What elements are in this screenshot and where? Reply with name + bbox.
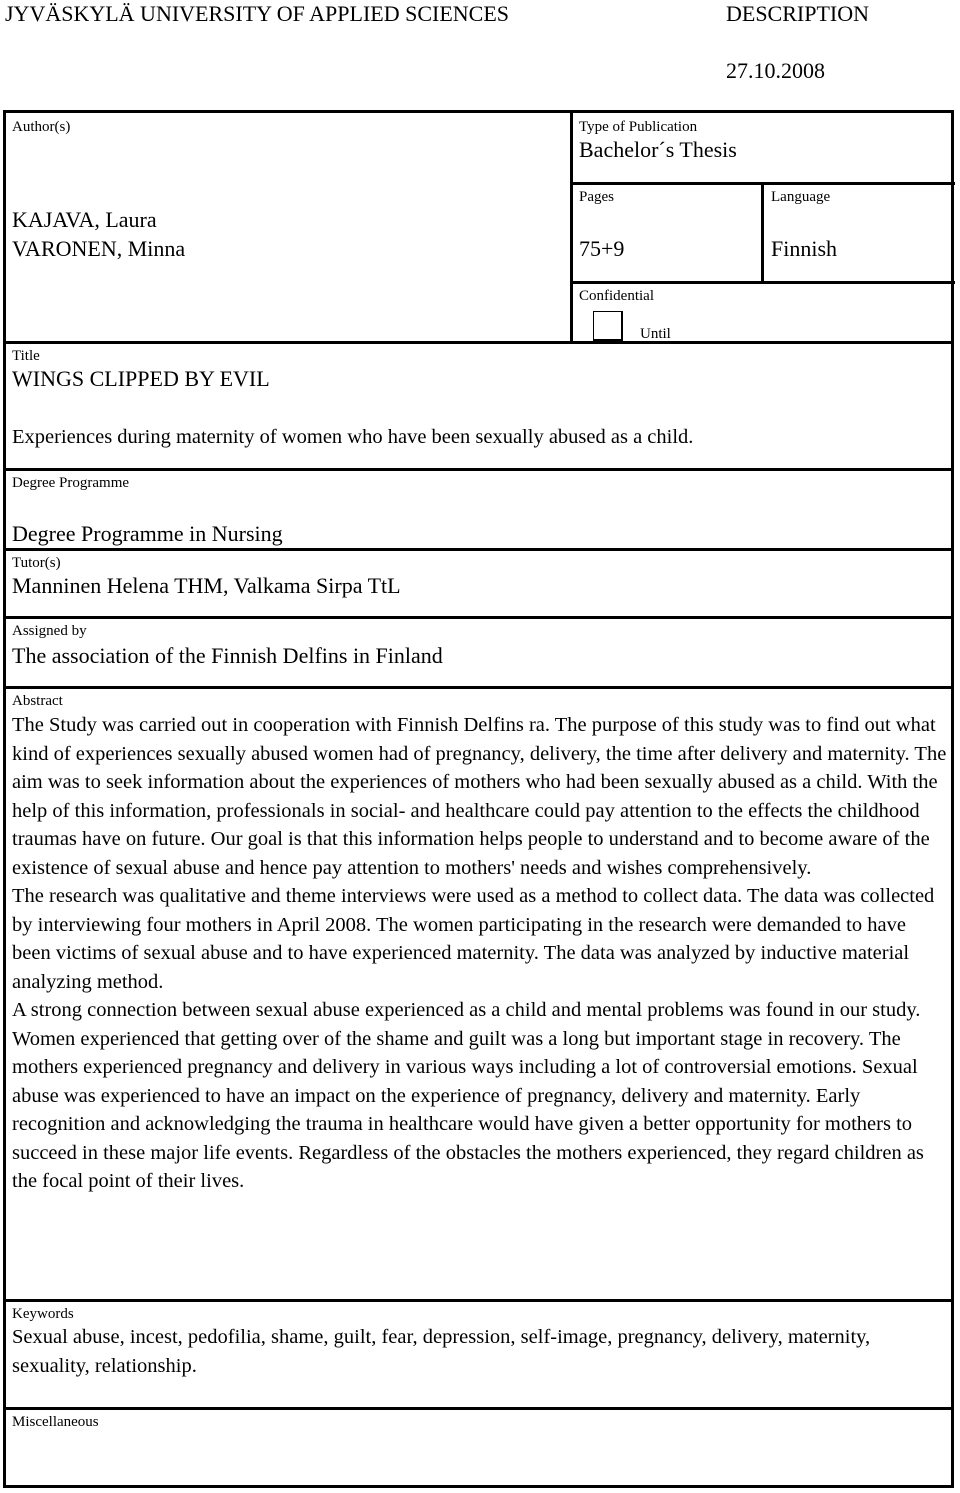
confidential-label: Confidential [579,288,654,304]
keywords-label: Keywords [12,1306,74,1322]
title-label: Title [12,348,40,364]
publication-type-label: Type of Publication [579,119,698,135]
abstract-label: Abstract [12,693,63,709]
divider-type-publication [570,182,955,185]
author-name: VARONEN, Minna [12,236,186,261]
until-date-field[interactable] [677,342,779,343]
divider-pages-language [761,182,764,283]
divider-abstract [3,686,954,689]
assigned-label: Assigned by [12,623,87,639]
divider-right-column [570,110,573,343]
keywords-value: Sexual abuse, incest, pedofilia, shame, guilt, fear, depression, self-image, pregnancy, delivery, maternity, sexuality, relationship. [12,1326,871,1377]
assigned-value: The association of the Finnish Delfins in Finland [12,643,443,668]
abstract-paragraph: The research was qualitative and theme interviews were used as a method to collect data. The data was collected by interviewing four mothers in April 2008. The women participating in the research were demanded to have been victims of sexual abuse and to have experienced maternity. The data was analyzed by inductive material analyzing method. [12,885,935,993]
divider-keywords [3,1299,954,1302]
degree-value: Degree Programme in Nursing [12,521,283,546]
until-label: Until [640,326,671,342]
thesis-title: WINGS CLIPPED BY EVIL [12,366,270,391]
divider-misc [3,1407,954,1410]
authors-label: Author(s) [12,119,71,135]
divider-title [3,341,954,344]
pages-label: Pages [579,189,614,205]
misc-label: Miscellaneous [12,1414,99,1430]
institution-name: JYVÄSKYLÄ UNIVERSITY OF APPLIED SCIENCES [5,1,510,26]
divider-tutors [3,548,954,551]
divider-pages-row [570,281,955,284]
confidential-checkbox[interactable] [593,311,623,341]
document-type: DESCRIPTION [726,1,870,26]
abstract-paragraph: A strong connection between sexual abuse experienced as a child and mental problems was found in our study. Women experienced that getting over of the shame and guilt was a long but important stage in recovery. The mothers experienced pregnancy and delivery in various ways including a lot of controversial emotions. Sexual abuse was experienced to have an impact on the experience of pregnancy, delivery and maternity. Early recognition and acknowledging the trauma in healthcare would have given a better opportunity for mothers to succeed in these major life events. Regardless of the obstacles the mothers experienced, they regard children as the focal point of their lives. [12,999,924,1192]
abstract-paragraph: The Study was carried out in cooperation with Finnish Delfins ra. The purpose of this study was to find out what kind of experiences sexually abused women had of pregnancy, delivery, the time after delivery and maternity. The aim was to seek information about the experiences of mothers who had been sexually abused as a child. With the help of this information, professionals in social- and healthcare could pay attention to the effects the childhood traumas have on future. Our goal is that this information helps people to understand and to become aware of the existence of sexual abuse and hence pay attention to mothers' needs and wishes comprehensively. [12,714,947,879]
document-date: 27.10.2008 [726,58,825,83]
tutors-label: Tutor(s) [12,555,61,571]
pages-value: 75+9 [579,236,625,261]
language-value: Finnish [771,236,838,261]
divider-degree [3,468,954,471]
author-name: KAJAVA, Laura [12,207,157,232]
tutors-value: Manninen Helena THM, Valkama Sirpa TtL [12,573,401,598]
divider-assigned [3,616,954,619]
publication-type-value: Bachelor´s Thesis [579,137,737,162]
language-label: Language [771,189,831,205]
abstract-body [12,711,948,1196]
degree-label: Degree Programme [12,475,130,491]
thesis-subtitle: Experiences during maternity of women who have been sexually abused as a child. [12,426,694,448]
